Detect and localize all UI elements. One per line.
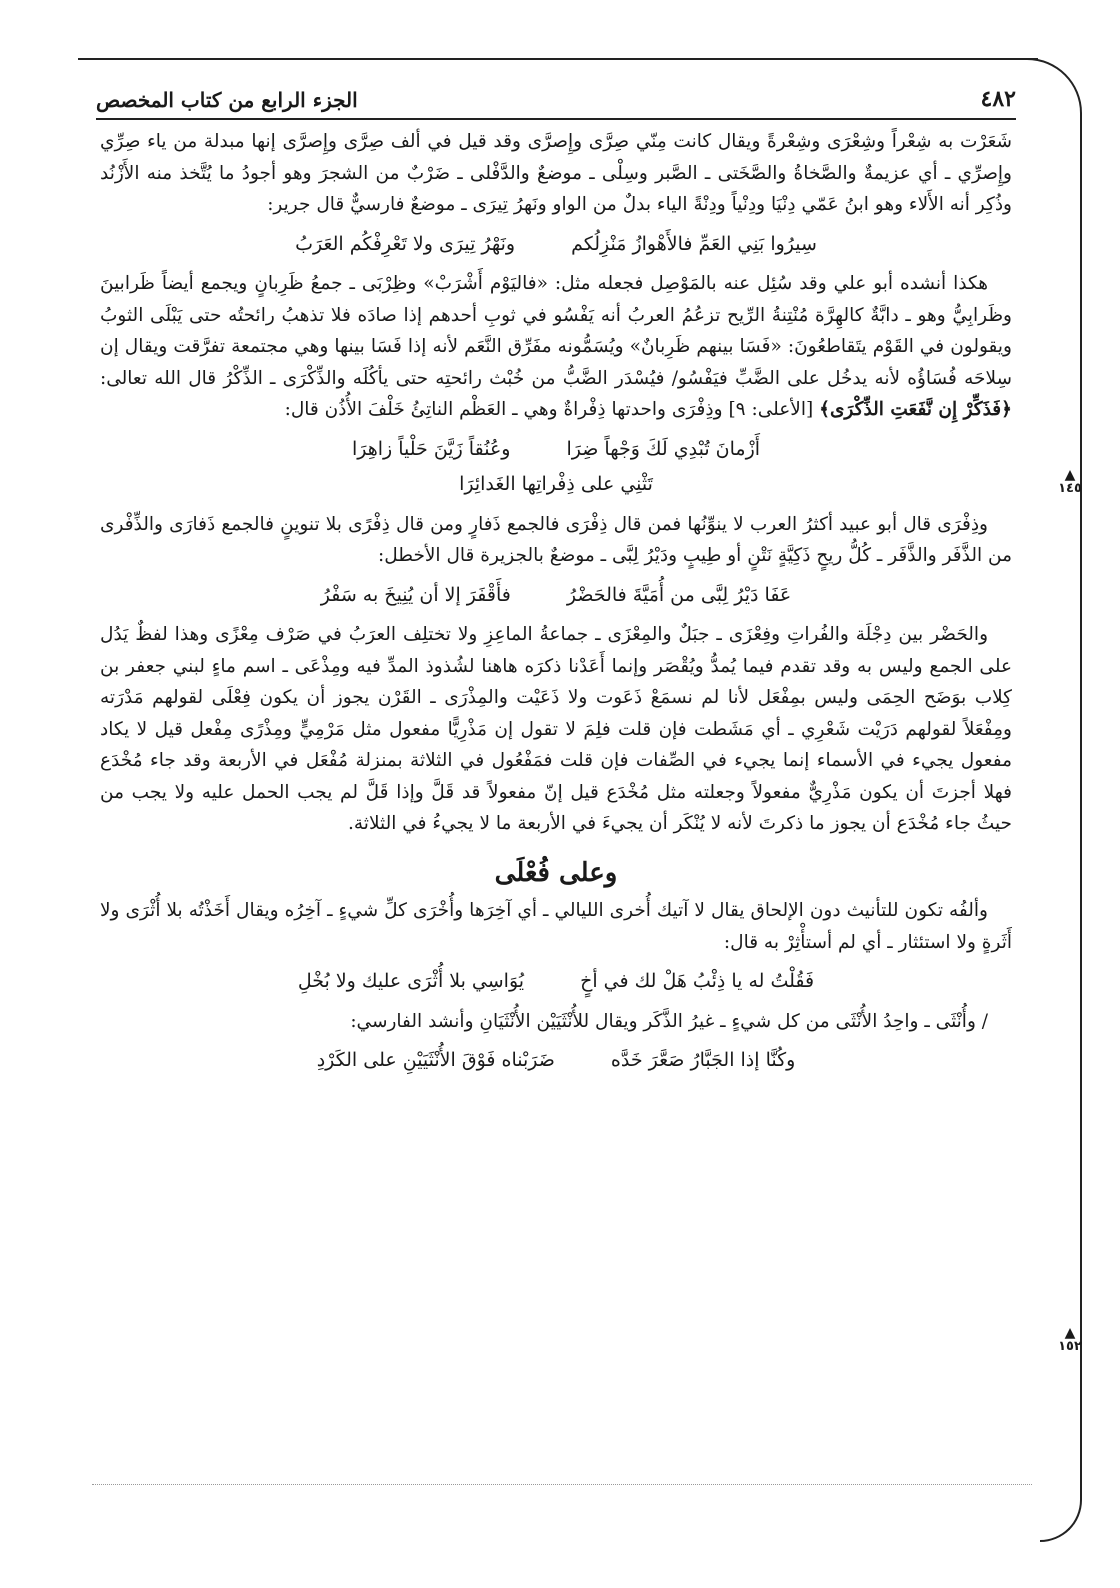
verse-hemistich-2: فأَقْفَرَ إلا أن يُنِيخَ به سَفْرُ — [320, 583, 511, 606]
margin-marker-number: ١٥٢ — [1058, 1339, 1082, 1354]
verse-dhifra-third-line — [100, 469, 1012, 501]
verse-dhib — [100, 966, 1012, 998]
page-body — [100, 126, 1012, 1085]
verse-hemistich-2: يُوَاسِي بلا أُثْرَى عليك ولا بُخْلِ — [297, 970, 525, 992]
verse-akhtal — [100, 580, 1012, 612]
page-frame-top-border — [78, 58, 1038, 60]
page-header — [96, 70, 1016, 120]
margin-page-marker-2 — [1048, 1326, 1092, 1354]
paragraph-2 — [100, 268, 1012, 426]
verse-dhifra — [100, 434, 1012, 466]
paragraph-6: / وأُنْثَى ـ واحِدُ الأُنْثَى من كل شيءٍ ـ غيرُ الذَّكَر ويقال للأُنْثَيَيْن الأُنْثَيَانِ وأنشد الفارسي: — [350, 1010, 988, 1032]
verse-hemistich-1: أَزْمانَ تُبْدِي لَكَ وَجْهاً ضِرَا — [566, 437, 761, 460]
verse-hemistich-2: ضَرَبْناه فَوْقَ الأُنْثَيَيْنِ على الكَرْدِ — [316, 1049, 555, 1071]
paragraph-2-end: [الأعلى: ٩] وذِفْرَى واحدتها ذِفْراةٌ وهي ـ العَظْم الناتِئُ خَلْفَ الأُذُن قال: — [284, 399, 814, 420]
paragraph-1: شَعَرْت به شِعْراً وشِعْرَى وشِعْرةً ويقال كانت مِنّي صِرَّى وإِصرَّى وقد قيل في ألف صِرَّى وإِصرَّى إنها مبدلة من ياء صِرِّي وإِصرِّي ـ أي عزيمةٌ والصَّخاةُ والصَّخَتى ـ الصَّبر وسِلْى ـ موضعٌ والدَّفْلى ـ ضَرْبٌ من الشجرَ وهو أجودُ ما يُتَّخذ منه الأَزْنُد وذُكِر أنه الأَلاء وهو ابنُ عَمّي دِنْيَا ودِنْياً ودِنْةً الياء بدلٌ من الواو ونَهرُ تِيرَى ـ موضعٌ فارسيٌّ قال جرير: — [100, 131, 1012, 215]
quran-quote: ﴿فَذَكِّرْ إِن نَّفَعَتِ الذِّكْرَى﴾ — [819, 399, 1012, 420]
page-number: ٤٨٢ — [980, 86, 1016, 112]
verse-hemistich-1: سِيرُوا بَنِي العَمِّ فالأَهْوازُ مَنْزِلُكم — [571, 232, 817, 255]
verse-hemistich-2: ونَهْرُ تِيرَى ولا تَعْرِفْكُم العَرَبُ — [295, 232, 516, 255]
verse-hemistich-2: وعُنُقاً زَيَّنَ حَلْياً زاهِرَا — [351, 437, 511, 460]
scan-bottom-line — [92, 1484, 1032, 1486]
margin-page-marker-1 — [1048, 468, 1092, 496]
verse-hemistich-1: فَقُلْتُ له يا ذِئْبُ هَلْ لك في أخٍ — [580, 970, 815, 992]
margin-marker-number: ١٤٥ — [1058, 481, 1082, 496]
section-heading: وعلى فُعْلَى — [494, 857, 618, 888]
verse-hemistich-1: وكُنَّا إذا الجَبَّارُ صَعَّرَ خَدَّه — [610, 1049, 796, 1071]
verse-hemistich-1: عَفَا دَيْرُ لِبَّى من أُمَيَّةَ فالحَضْرُ — [566, 583, 792, 606]
margin-marker-icon: ▲ — [1064, 1325, 1076, 1341]
paragraph-5: وألفُه تكون للتأنيث دون الإلحاق يقال لا آتيك أُخرى الليالي ـ أي آخِرَها وأُخْرَى كلِّ شيءٍ ـ آخِرُه ويقال أَخَذْتُه بلا أُثْرَى ولا أَثَرةٍ ولا استئثار ـ أي لم أستأْثِرْ به قال: — [100, 900, 1012, 953]
paragraph-2-text: هكذا أنشده أبو علي وقد سُئِل عنه بالمَوْصِل فجعله مثل: «فاليَوْم أَشْرَبْ» وظِرْبَى ـ جمعُ ظَرِبانٍ ويجمع أيضاً ظَرابينَ وظَرابِيُّ وهو ـ دابَّةٌ كالهِرَّة مُنْتِنةُ الرِّيح تزعُمُ العربُ أنه يَفْسُو في ثوبِ أحدهم إذا صادَه فلا تذهبُ رائحتُه حتى يَبْلَى الثوبُ ويقولون في القَوْم يتَقاطعُونَ: «فَسَا بينهم ظَرِبانٌ» ويُسَمُّونه مفَرِّق النَّعَم لأنه إذا فَسَا بينها وهي مجتمعة تفرَّقت ويقال إن سِلاحَه فُسَاؤُه لأنه يدخُل على الضَّبِّ فيَفْسُو/ فيُسْدَر الضَّبُّ من خُبْث رائحتِه حتى يأكُلَه والذِّكْرَى ـ الذِّكْرُ قال الله تعالى: — [100, 273, 1012, 389]
verse-farisi — [100, 1045, 1012, 1077]
page-frame-corner — [1020, 58, 1082, 1310]
verse-jarir — [100, 229, 1012, 261]
running-title: الجزء الرابع من كتاب المخصص — [96, 88, 358, 112]
margin-marker-icon: ▲ — [1064, 467, 1076, 483]
paragraph-4: والحَضْر بين دِجْلَة والفُراتِ وفِعْزَى ـ جبَلٌ والمِعْزَى ـ جماعةُ الماعِزِ ولا تختلِف العرَبُ في صَرْف مِعْزًى وهذا لفظٌ يَدُل على الجمع وليس به وقد تقدم فيما يُمدُّ ويُقْصَر وإنما أَعَدْنا ذكرَه هاهنا لشُذوذ المدِّ فيه ومِذْعَى ـ اسم ماءٍ لبني جعفر بن كِلاب بوَضَح الحِمَى وليس بمِفْعَل لأنا لم نسمَعْ ذَعَوت ولا ذَعَيْت والمِذْرَى ـ القَرْن يجوز أن يكون فِعْلَى لقولهم مَدْرَته ومِفْعَلاً لقولهم دَرَيْت شَعْرِي ـ أي مَشَطت فإن قلت فلِمَ لا تقول إن مَذْرِيًّا مفعول مثل مَرْمِيٍّ ومِذْرًى مِفْعل قيل لا يكاد مفعول يجيء في الأسماء إنما يجيء في الصِّفات فإن قلت فمَفْعُول في الثلاثة بمنزلة مُفْعَل في الأربعة وقد جاء مُخْدَع فهلا أجزتَ أن يكون مَذْرِيٌّ مفعولاً وجعلته مثل مُخْدَع قيل إنّ مفعولاً قد قَلَّ وإذا قَلَّ لم يجب الحمل عليه ولا يجب من حيثُ جاء مُخْدَع أن يجوز ما ذكرتَ لأنه لا يُنْكَر أن يجيءَ في الأربعة ما لا يجيءُ في الثلاثة. — [100, 624, 1012, 834]
paragraph-3: وذِفْرَى قال أبو عبيد أكثرُ العرب لا ينوِّنُها فمن قال ذِفْرَى فالجمع ذَفارٍ ومن قال ذِفْرًى بلا تنوينٍ فالجمع ذَفارَى والذِّفْرى من الذَّفَر والذَّفَر ـ كُلُّ ريحٍ ذَكِيَّةٍ نَتْنٍ أو طِيبٍ ودَيْرُ لِبَّى ـ موضعٌ بالجزيرة قال الأخطل: — [100, 513, 1012, 566]
verse-hemistich-3: تَثْنِي على ذِفْراتِها الغَدائِرَا — [459, 473, 653, 495]
